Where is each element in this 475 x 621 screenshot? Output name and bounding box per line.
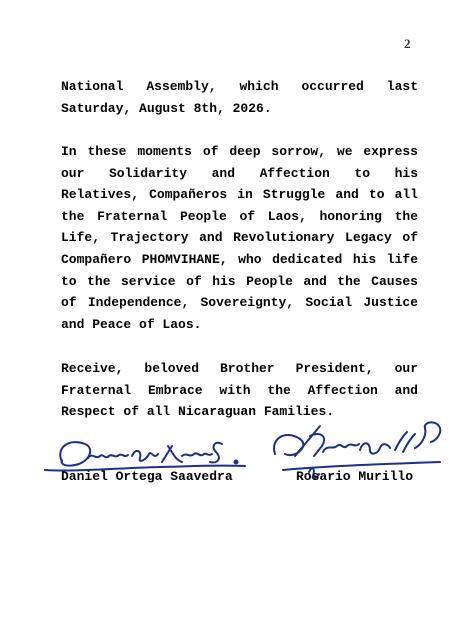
signer-name-2: Rosario Murillo — [296, 469, 414, 484]
letter-paragraph-3: Receive, beloved Brother President, our Fraternal Embrace with the Affection and Respect of all Nicaraguan Families. — [61, 361, 418, 420]
letter-paragraph-2: In these moments of deep sorrow, we express our Solidarity and Affection to his Relatives, Compañeros in Struggle and to all the Fraternal People of Laos, honoring the Life, Trajectory and Revolutionary Legacy of Compañero PHOMVIHANE, who dedicated his life to the service of his People and the Causes of Independence, Sovereignty, Social Justice and Peace of Laos. — [61, 144, 418, 332]
signer-name-1: Daniel Ortega Saavedra — [61, 469, 233, 484]
letter-paragraph-1: National Assembly, which occurred last Saturday, August 8th, 2026. — [61, 79, 418, 116]
page-number: 2 — [404, 36, 411, 51]
